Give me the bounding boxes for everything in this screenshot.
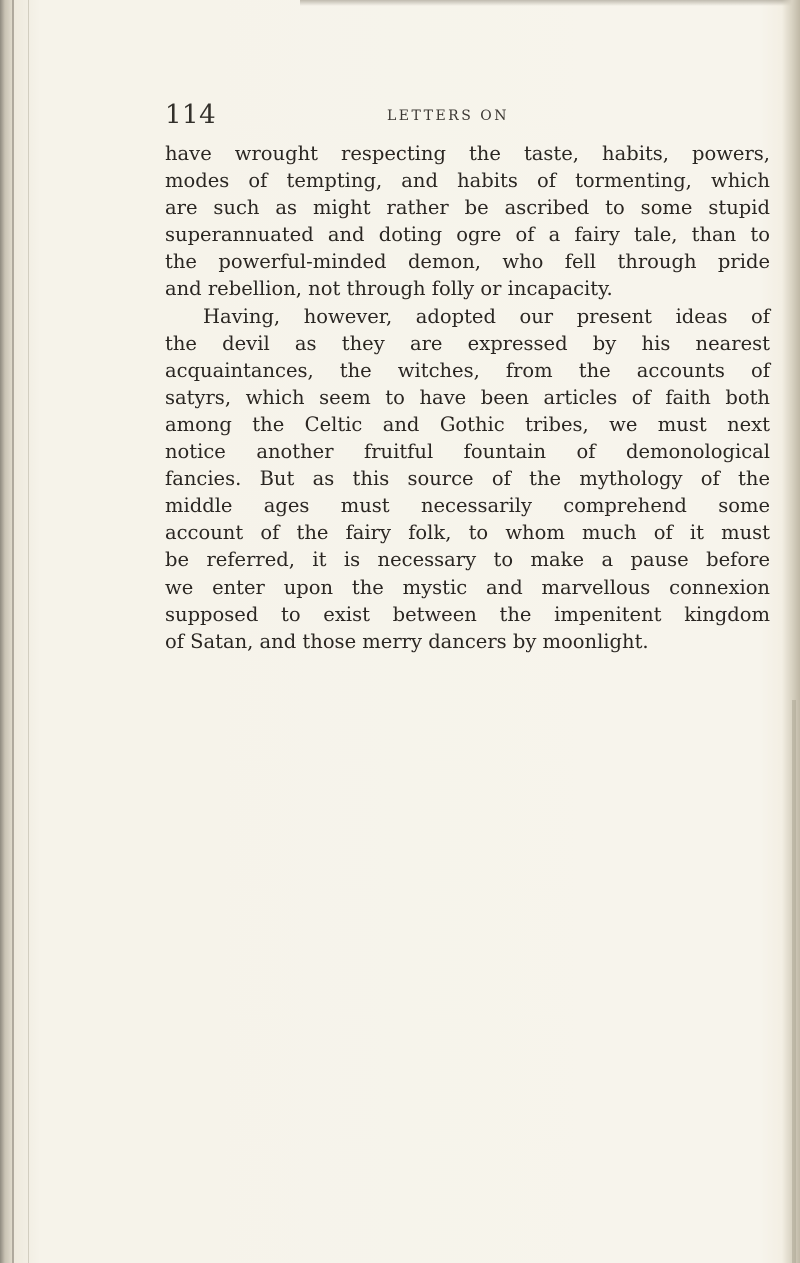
right-edge-strip xyxy=(792,700,796,1263)
right-page-edge xyxy=(782,0,800,1263)
text-line: the powerful-minded demon, who fell through pride xyxy=(165,250,770,274)
text-line: fancies. But as this source of the mythology of the xyxy=(165,467,770,491)
text-line: of Satan, and those merry dancers by moonlight. xyxy=(165,629,649,653)
running-head: LETTERS ON xyxy=(387,108,509,124)
paragraph-first-line: Having, however, adopted our present ideas of xyxy=(203,304,770,328)
text-line: have wrought respecting the taste, habits, powers, xyxy=(165,142,770,165)
gutter-shadow-line xyxy=(12,0,14,1263)
text-line: acquaintances, the witches, from the accounts of xyxy=(165,358,770,382)
text-line: be referred, it is necessary to make a pause before xyxy=(165,548,770,572)
gutter-fold-line xyxy=(28,0,29,1263)
text-line: the devil as they are expressed by his nearest xyxy=(165,331,770,355)
text-line: are such as might rather be ascribed to some stupid xyxy=(165,196,770,220)
text-line: middle ages must necessarily comprehend some xyxy=(165,494,770,518)
text-line: and rebellion, not through folly or incapacity. xyxy=(165,277,613,301)
text-line: superannuated and doting ogre of a fairy tale, than to xyxy=(165,223,770,247)
text-line: modes of tempting, and habits of tormenting, which xyxy=(165,169,770,193)
top-edge-shadow xyxy=(300,0,800,6)
text-line: among the Celtic and Gothic tribes, we must next xyxy=(165,412,770,436)
text-line: account of the fairy folk, to whom much of it must xyxy=(165,521,770,545)
text-line: notice another fruitful fountain of demonological xyxy=(165,440,770,464)
text-line: satyrs, which seem to have been articles of faith both xyxy=(165,385,770,409)
text-line: supposed to exist between the impenitent kingdom xyxy=(165,602,770,626)
page-header xyxy=(165,100,765,136)
body-text xyxy=(165,140,770,655)
text-line: we enter upon the mystic and marvellous connexion xyxy=(165,575,770,599)
page-number: 114 xyxy=(165,100,217,130)
